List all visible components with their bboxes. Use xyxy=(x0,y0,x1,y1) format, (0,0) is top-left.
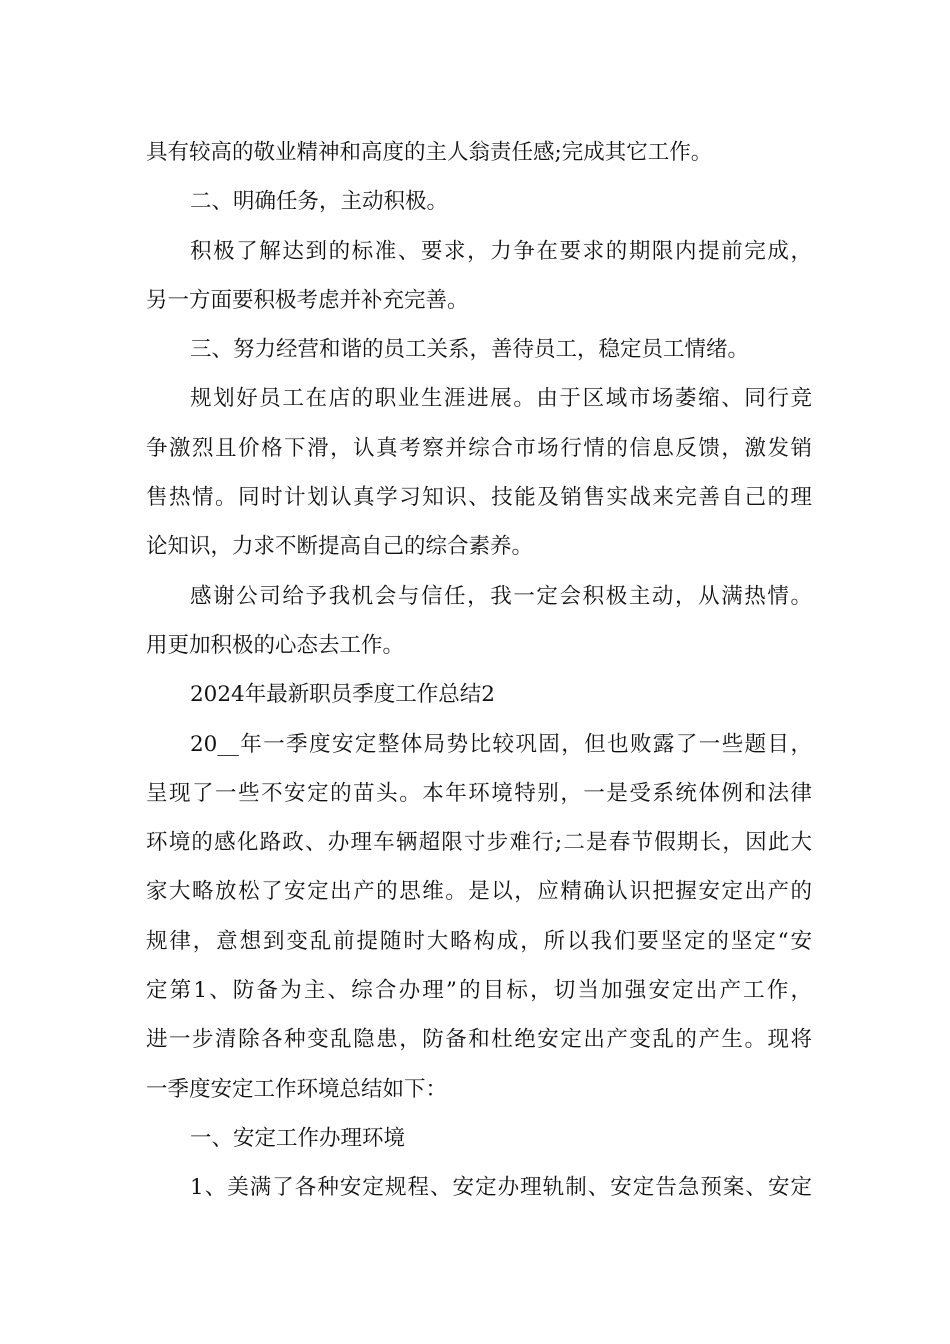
text-line: 呈现了一些不安定的苗头。本年环境特别，一是受系统体例和法律 xyxy=(146,780,812,806)
text-line: 三、努力经营和谐的员工关系，善待员工，稳定员工情绪。 xyxy=(190,337,750,363)
text-line: 积极了解达到的标准、要求，力争在要求的期限内提前完成， xyxy=(190,238,812,264)
text-line: 二、明确任务，主动积极。 xyxy=(190,189,449,215)
text-line: 论知识，力求不断提高自己的综合素养。 xyxy=(146,534,534,560)
text-line: 规律，意想到变乱前提随时大略构成，所以我们要坚定的坚定“安 xyxy=(146,928,812,954)
text-line: 环境的感化路政、办理车辆超限寸步难行;二是春节假期长，因此大 xyxy=(146,830,812,856)
document-body xyxy=(146,128,812,1213)
text-line: 具有较高的敬业精神和高度的主人翁责任感;完成其它工作。 xyxy=(146,140,713,165)
text-line: 规划好员工在店的职业生涯进展。由于区域市场萎缩、同行竞 xyxy=(190,386,812,412)
text-line: 用更加积极的心态去工作。 xyxy=(146,632,405,658)
text-line: 争激烈且价格下滑，认真考察并综合市场行情的信息反馈，激发销 xyxy=(146,435,812,461)
text-line: 感谢公司给予我机会与信任，我一定会积极主动，从满热情。 xyxy=(190,583,812,609)
text-line: 2024年最新职员季度工作总结2 xyxy=(190,682,495,708)
text-line: 20__年一季度安定整体局势比较巩固，但也败露了一些题目， xyxy=(190,731,812,757)
text-line: 另一方面要积极考虑并补充完善。 xyxy=(146,287,469,313)
text-line: 1、美满了各种安定规程、安定办理轨制、安定告急预案、安定 xyxy=(190,1175,812,1201)
text-line: 一季度安定工作环境总结如下： xyxy=(146,1076,448,1102)
text-line: 进一步清除各种变乱隐患，防备和杜绝安定出产变乱的产生。现将 xyxy=(146,1027,812,1053)
text-line: 家大略放松了安定出产的思维。是以，应精确认识把握安定出产的 xyxy=(146,879,812,905)
text-line: 一、安定工作办理环境 xyxy=(190,1125,406,1151)
text-line: 售热情。同时计划认真学习知识、技能及销售实战来完善自己的理 xyxy=(146,485,812,511)
text-line: 定第1、防备为主、综合办理”的目标，切当加强安定出产工作， xyxy=(146,978,812,1004)
